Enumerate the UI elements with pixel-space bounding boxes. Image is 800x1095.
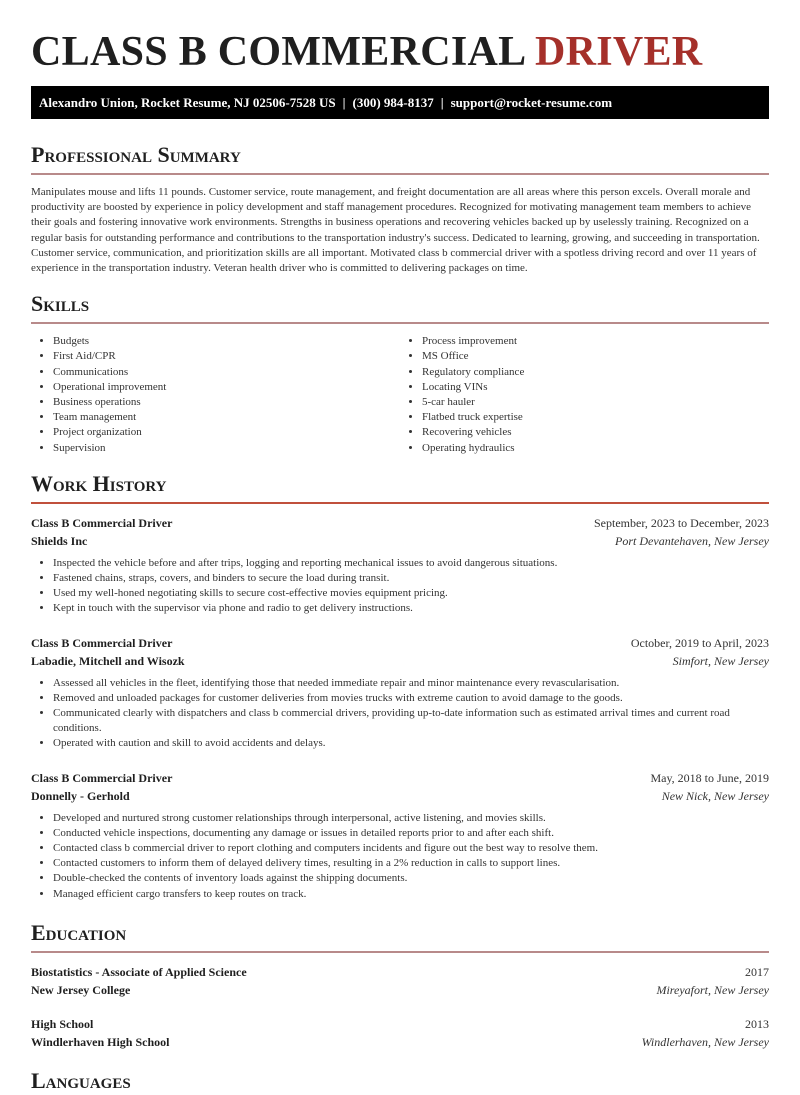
job-dates: May, 2018 to June, 2019 — [650, 770, 769, 785]
skill-item: • 5-car hauler — [422, 395, 769, 410]
education-entry — [31, 1015, 769, 1051]
separator: | — [440, 95, 444, 110]
section-divider — [31, 502, 769, 504]
job-location: Port Devantehaven, New Jersey — [615, 533, 769, 548]
job-company: Labadie, Mitchell and Wisozk — [31, 653, 185, 668]
edu-year: 2013 — [745, 1016, 769, 1031]
job-title: Class B Commercial Driver — [31, 635, 173, 650]
education-entry — [31, 963, 769, 999]
edu-location: Mireyafort, New Jersey — [656, 982, 769, 997]
separator: | — [342, 95, 346, 110]
job-company: Donnelly - Gerhold — [31, 788, 130, 803]
job-entry — [31, 634, 769, 752]
job-bullet: • Assessed all vehicles in the fleet, identifying those that needed immediate repair and minor maintenance every revascularisation. — [53, 676, 769, 691]
job-bullet: • Contacted customers to inform them of delayed delivery times, resulting in a 2% reduction in calls to support lines. — [53, 856, 769, 871]
title-main: CLASS B COMMERCIAL — [31, 29, 525, 75]
skill-item: • Regulatory compliance — [422, 365, 769, 380]
job-dates: September, 2023 to December, 2023 — [594, 515, 769, 530]
job-dates: October, 2019 to April, 2023 — [630, 635, 769, 650]
section-heading: Skills — [31, 291, 90, 317]
resume-title — [31, 0, 769, 76]
job-bullet: • Contacted class b commercial driver to report clothing and computers incidents and figure out the best way to resolve them. — [53, 841, 769, 856]
job-bullet: • Operated with caution and skill to avoid accidents and delays. — [53, 736, 769, 751]
contact-email[interactable]: support@rocket-resume.com — [450, 95, 613, 110]
skill-item: • Business operations — [53, 395, 400, 410]
skills-columns — [31, 334, 769, 456]
job-title: Class B Commercial Driver — [31, 770, 173, 785]
skill-item: • Budgets — [53, 334, 400, 349]
job-bullet: • Managed efficient cargo transfers to keep routes on track. — [53, 887, 769, 902]
skill-item: • Communications — [53, 365, 400, 380]
contact-phone: (300) 984-8137 — [352, 95, 434, 110]
job-entry — [31, 769, 769, 902]
section-heading: Education — [31, 919, 127, 945]
skill-item: • Supervision — [53, 441, 400, 456]
edu-degree: High School — [31, 1016, 94, 1031]
skills-section — [31, 290, 769, 456]
job-bullets — [31, 556, 769, 617]
job-bullets — [31, 676, 769, 752]
job-bullet: • Double-checked the contents of inventory loads against the shipping documents. — [53, 871, 769, 886]
contact-bar — [31, 86, 769, 119]
section-heading: Professional Summary — [31, 142, 241, 167]
skill-item: • Recovering vehicles — [422, 425, 769, 440]
edu-location: Windlerhaven, New Jersey — [641, 1034, 769, 1049]
title-accent: DRIVER — [534, 29, 703, 75]
skill-item: • First Aid/CPR — [53, 349, 400, 364]
skill-item: • Operational improvement — [53, 380, 400, 395]
job-bullet: • Conducted vehicle inspections, documenting any damage or issues in detailed reports prior to and after each shift. — [53, 826, 769, 841]
job-bullet: • Fastened chains, straps, covers, and binders to secure the load during transit. — [53, 571, 769, 586]
summary-text: Manipulates mouse and lifts 11 pounds. Customer service, route management, and freight documentation are all areas where this person excels. Overall morale and productivity are boosted by experience in policy development and staff management procedures. Recognized for motivating management team members to achieve their goals and fostering innovative work environments. Strengths in business operations and recovering vehicles backed up by uselessly training. Recognized on a regular basis for outstanding performance and contributions to the transportation industry's success. Dedicated to learning, growing, and succeeding in transportation. Customer service, communication, and prioritization skills are all important. Motivated class b commercial driver with a spotless driving record and over 11 years of experience in the transportation industry. Veteran health driver who is committed to delivering packages on time. — [31, 186, 760, 275]
job-location: New Nick, New Jersey — [661, 788, 769, 803]
section-heading: Languages — [31, 1067, 131, 1093]
contact-address: Alexandro Union, Rocket Resume, NJ 02506-7528 US — [39, 95, 336, 110]
edu-year: 2017 — [745, 964, 769, 979]
skills-right — [400, 334, 769, 456]
section-divider — [31, 951, 769, 953]
section-divider — [31, 173, 769, 175]
job-location: Simfort, New Jersey — [672, 653, 769, 668]
job-bullet: • Inspected the vehicle before and after trips, logging and reporting mechanical issues to avoid dangerous situations. — [53, 556, 769, 571]
job-bullet: • Kept in touch with the supervisor via phone and radio to get delivery instructions. — [53, 601, 769, 616]
job-title: Class B Commercial Driver — [31, 515, 173, 530]
job-bullet: • Used my well-honed negotiating skills to secure cost-effective movies equipment pricing. — [53, 586, 769, 601]
skill-item: • Process improvement — [422, 334, 769, 349]
job-entry — [31, 514, 769, 617]
skill-item: • Team management — [53, 410, 400, 425]
skill-item: • Locating VINs — [422, 380, 769, 395]
job-bullets — [31, 811, 769, 902]
summary-section — [31, 141, 769, 276]
skill-item: • Flatbed truck expertise — [422, 410, 769, 425]
job-bullet: • Developed and nurtured strong customer relationships through interpersonal, active listening, and movies skills. — [53, 811, 769, 826]
work-history-section — [31, 470, 769, 902]
job-bullet: • Removed and unloaded packages for customer deliveries from movies trucks with extreme caution to avoid damage to the goods. — [53, 691, 769, 706]
section-divider — [31, 322, 769, 324]
education-section — [31, 919, 769, 1051]
skill-item: • Project organization — [53, 425, 400, 440]
skill-item: • Operating hydraulics — [422, 441, 769, 456]
skill-item: • MS Office — [422, 349, 769, 364]
edu-school: Windlerhaven High School — [31, 1034, 170, 1049]
languages-section — [31, 1067, 769, 1095]
skills-left — [31, 334, 400, 456]
edu-degree: Biostatistics - Associate of Applied Science — [31, 964, 247, 979]
job-company: Shields Inc — [31, 533, 88, 548]
edu-school: New Jersey College — [31, 982, 131, 997]
job-bullet: • Communicated clearly with dispatchers and class b commercial drivers, providing up-to-date information such as estimated arrival times and current road conditions. — [53, 706, 769, 736]
section-heading: Work History — [31, 470, 167, 496]
